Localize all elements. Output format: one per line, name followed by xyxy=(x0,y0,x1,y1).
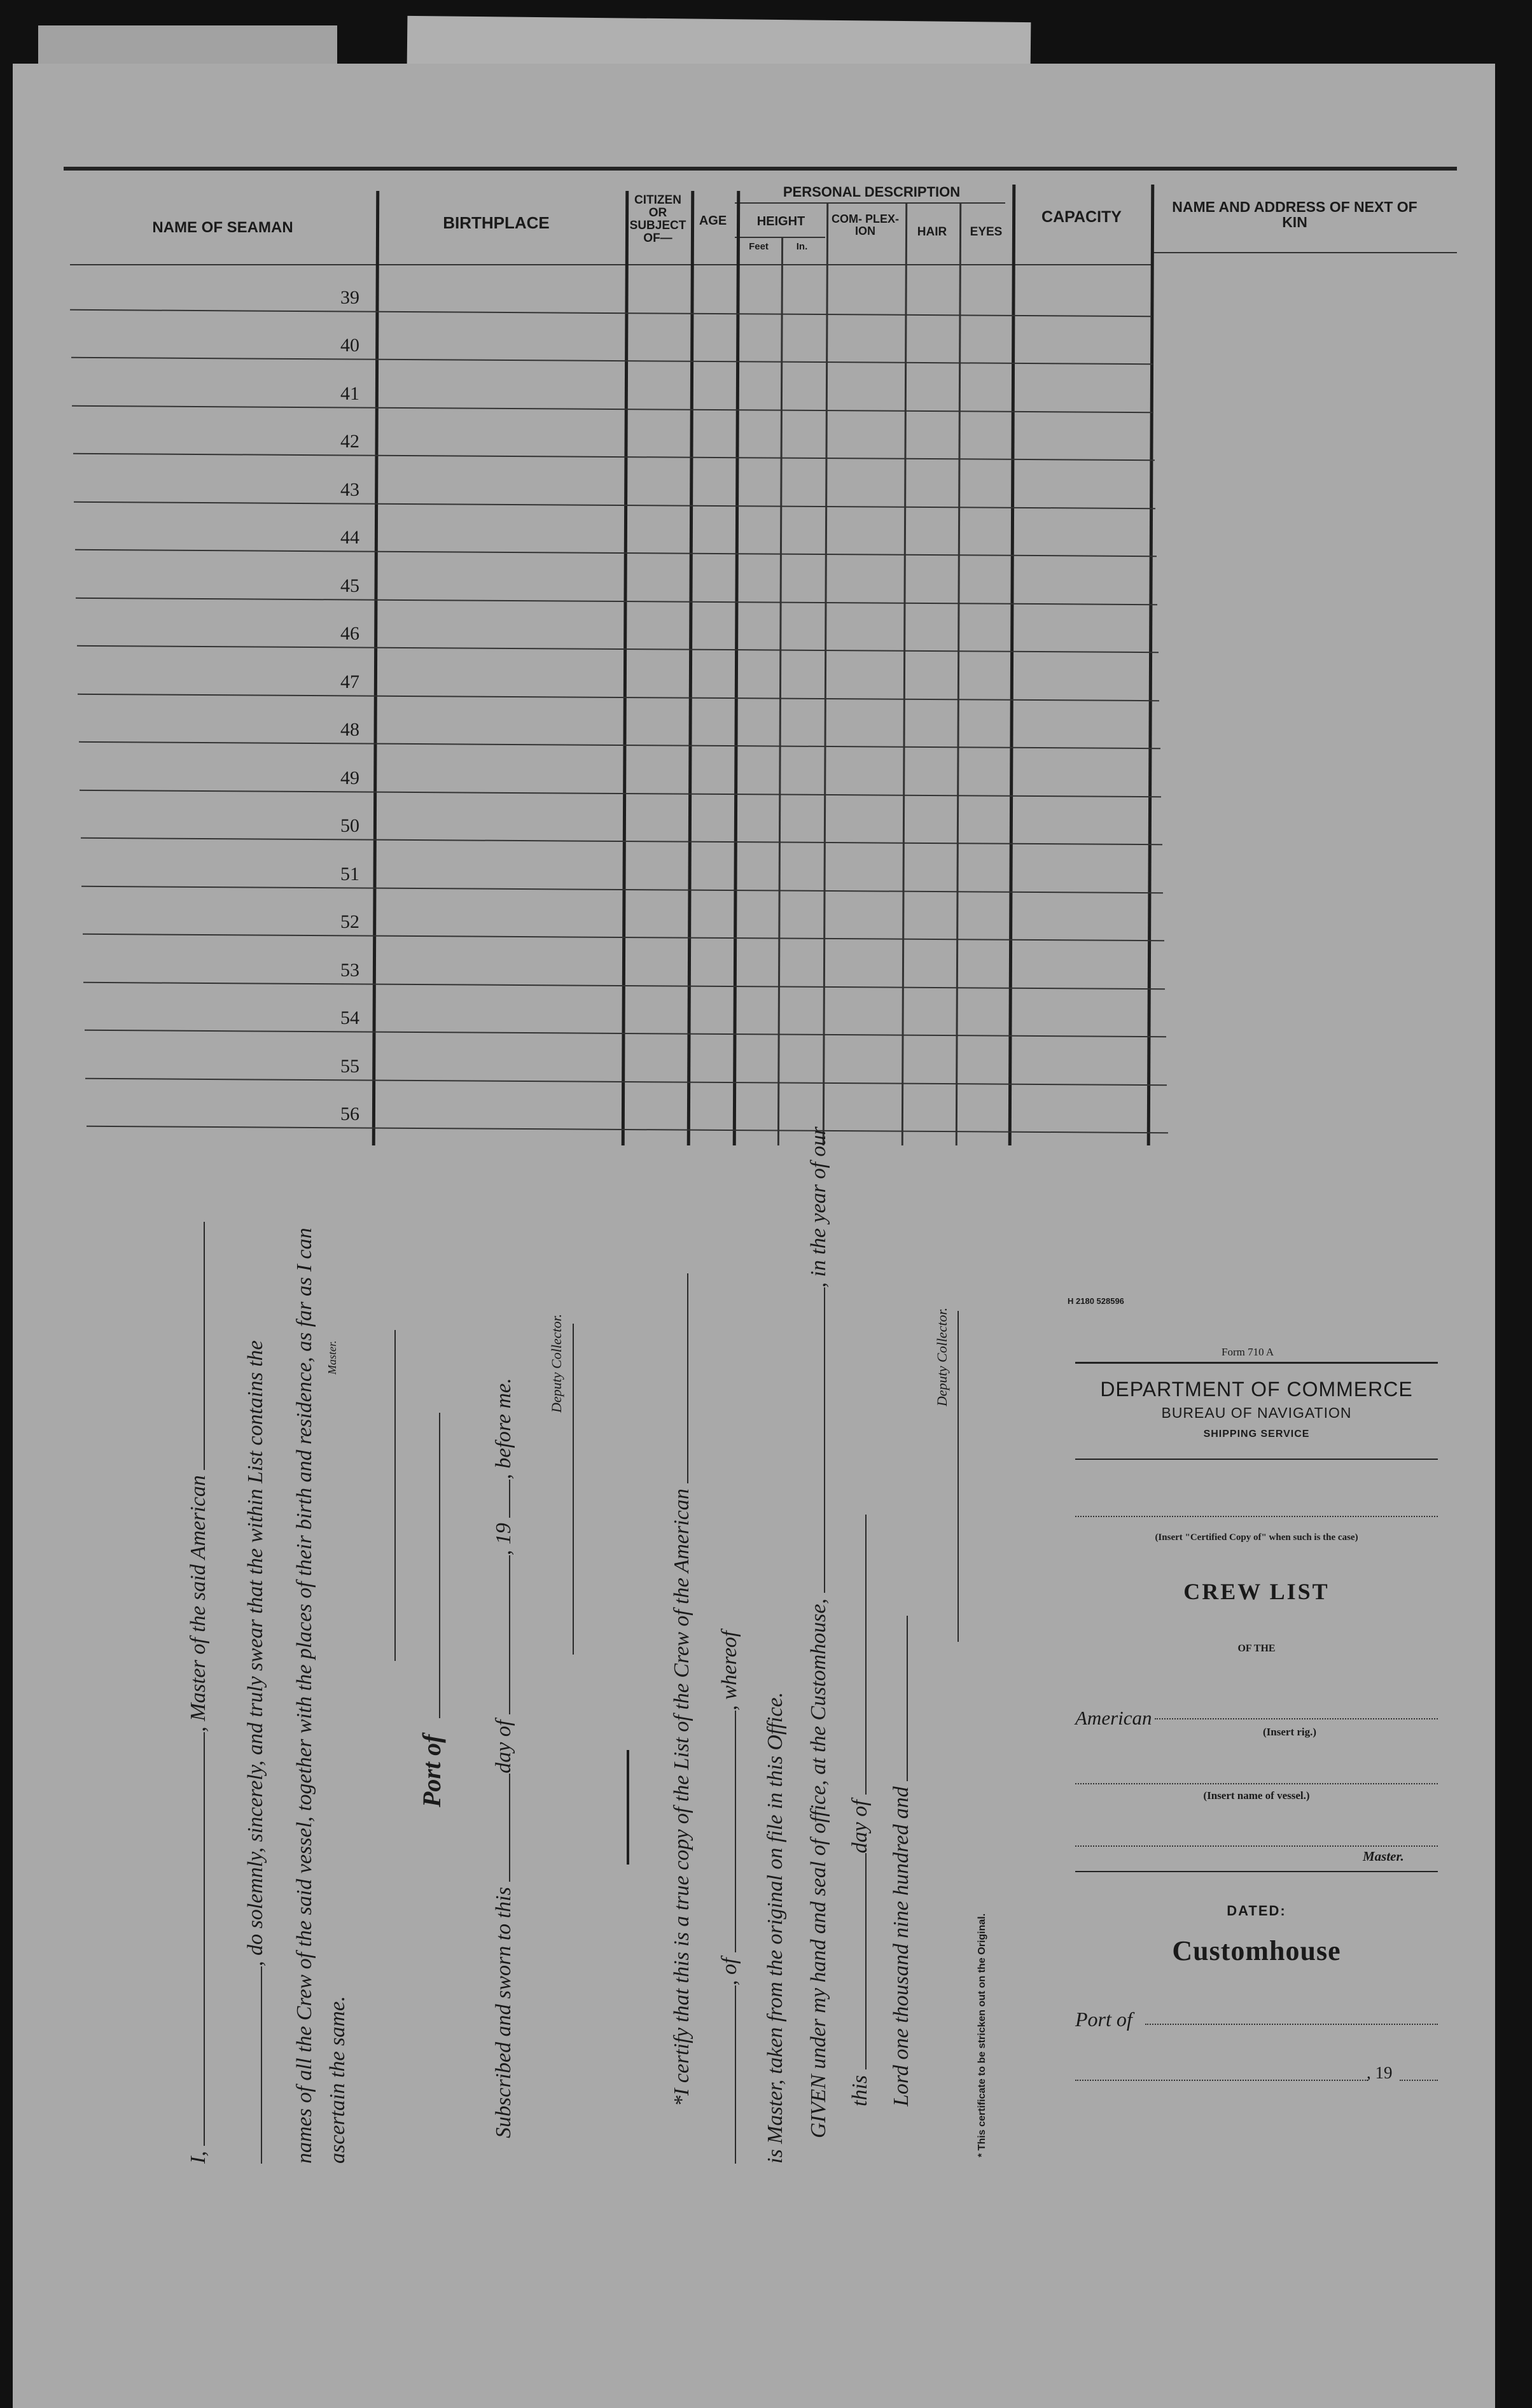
row-number: 43 xyxy=(340,479,359,500)
header-bottom-rule xyxy=(70,264,1152,265)
port-of-label: Port of xyxy=(417,1734,446,1807)
master-oath-section xyxy=(159,1126,1037,2164)
certificate-footnote: * This certificate to be stricken out on the Original. xyxy=(977,1913,987,2157)
oath-line-2 xyxy=(242,1340,268,2164)
customhouse-title: Customhouse xyxy=(1172,1935,1341,1966)
insert-certified-note: (Insert "Certified Copy of" when such is the case) xyxy=(1155,1532,1358,1543)
row-number: 53 xyxy=(340,959,359,981)
table-top-rule xyxy=(64,167,1457,171)
header-age: AGE xyxy=(699,214,727,228)
nineteen-label-cover: , 19 xyxy=(1367,2063,1393,2082)
row-number: 42 xyxy=(340,431,359,452)
subscribed-line xyxy=(490,1378,516,2138)
deputy-collector-label: Deputy Collector. xyxy=(548,1313,564,1413)
vessel-name-blank-cover[interactable] xyxy=(1075,1783,1438,1784)
dated-label: DATED: xyxy=(1227,1903,1286,1919)
next-of-kin-rule xyxy=(1152,252,1457,253)
lord-line xyxy=(888,1616,914,2106)
master-signature-line[interactable] xyxy=(369,1330,396,1661)
row-number: 52 xyxy=(340,911,359,932)
this-day-blank[interactable] xyxy=(846,1853,867,2069)
row-number: 44 xyxy=(340,527,359,548)
row-number: 47 xyxy=(340,671,359,692)
crew-list-title: CREW LIST xyxy=(1183,1579,1330,1604)
row-number: 50 xyxy=(340,815,359,836)
this-month-blank[interactable] xyxy=(846,1515,867,1795)
given-line xyxy=(805,1126,831,2138)
header-inches: In. xyxy=(796,241,808,252)
this-day-line xyxy=(846,1515,872,2106)
row-number: 51 xyxy=(340,863,359,885)
given-customhouse-blank[interactable] xyxy=(805,1287,825,1593)
form-number: Form 710 A xyxy=(1222,1346,1274,1358)
header-height: HEIGHT xyxy=(756,214,805,228)
service-title: SHIPPING SERVICE xyxy=(1203,1429,1310,1439)
master-label-cover: Master. xyxy=(1363,1849,1404,1864)
certified-copy-blank[interactable] xyxy=(1075,1516,1438,1517)
lord-text: Lord one thousand nine hundred and xyxy=(889,1786,913,2106)
row-number: 48 xyxy=(340,719,359,740)
oath-line-1 xyxy=(185,1222,211,2164)
row-number: 46 xyxy=(340,623,359,644)
oath-solemnly: , do solemnly, sincerely, and truly swear that the within List contains the xyxy=(244,1340,267,1966)
vessel-rig-blank[interactable] xyxy=(185,1222,205,1470)
row-number: 39 xyxy=(340,286,359,308)
year-blank-cover[interactable] xyxy=(1400,2080,1438,2081)
nineteen-text: , 19 xyxy=(492,1523,515,1556)
personal-description-rule xyxy=(735,202,1005,204)
certify-vessel-blank[interactable] xyxy=(716,1985,736,2164)
header-eyes: EYES xyxy=(970,225,1003,239)
certify-line xyxy=(668,1273,694,2106)
subscribed-text: Subscribed and sworn to this xyxy=(492,1887,515,2138)
header-birthplace: BIRTHPLACE xyxy=(443,213,550,232)
of-text: , of xyxy=(718,1957,741,1985)
insert-vessel-note: (Insert name of vessel.) xyxy=(1203,1789,1310,1802)
certify-rig-blank[interactable] xyxy=(668,1273,688,1483)
certify-text: *I certify that this is a true copy of the List of the Crew of the American xyxy=(670,1488,693,2106)
bureau-title: BUREAU OF NAVIGATION xyxy=(1161,1404,1352,1421)
whereof-text: , whereof xyxy=(718,1630,741,1711)
year-of-our-text: , in the year of our xyxy=(807,1126,830,1288)
cover-top-rule xyxy=(1075,1362,1438,1364)
row-number: 40 xyxy=(340,335,359,356)
row-number: 49 xyxy=(340,767,359,788)
header-personal-description: PERSONAL DESCRIPTION xyxy=(783,184,961,200)
header-name-of-seaman: NAME OF SEAMAN xyxy=(152,219,293,236)
port-of-blank[interactable] xyxy=(414,1413,440,1718)
date-blank-cover[interactable] xyxy=(1075,2080,1368,2081)
master-signature-label: Master. xyxy=(326,1340,338,1375)
oath-master-of-american: , Master of the said American xyxy=(186,1475,210,1732)
header-hair: HAIR xyxy=(917,225,947,239)
header-feet: Feet xyxy=(749,241,769,252)
master-name-blank-cover[interactable] xyxy=(1075,1845,1438,1847)
row-number: 56 xyxy=(340,1103,359,1124)
department-title: DEPARTMENT OF COMMERCE xyxy=(1100,1378,1413,1401)
given-text: GIVEN under my hand and seal of office, at the Customhouse, xyxy=(807,1598,830,2138)
subscribed-month-blank[interactable] xyxy=(490,1555,510,1714)
subscribed-day-blank[interactable] xyxy=(490,1774,510,1882)
cover-mid-rule xyxy=(1075,1459,1438,1460)
section-separator xyxy=(627,1750,629,1865)
row-number: 55 xyxy=(340,1055,359,1077)
is-master-line: is Master, taken from the original on file in this Office. xyxy=(763,1691,787,2164)
row-number: 54 xyxy=(340,1007,359,1028)
lord-year-blank[interactable] xyxy=(888,1616,908,1781)
row-number: 45 xyxy=(340,575,359,596)
american-label: American xyxy=(1075,1707,1152,1729)
certify-line-2 xyxy=(716,1631,742,2164)
certify-port-blank[interactable] xyxy=(716,1711,736,1952)
vessel-name-blank[interactable] xyxy=(242,1966,262,2164)
height-subrule xyxy=(735,237,825,238)
row-number: 41 xyxy=(340,382,359,404)
port-blank-cover[interactable] xyxy=(1145,2024,1438,2025)
before-me-text: , before me. xyxy=(492,1378,515,1480)
header-capacity: CAPACITY xyxy=(1041,208,1122,226)
deputy-collector-2-label: Deputy Collector. xyxy=(934,1307,950,1406)
oath-i: I, xyxy=(186,2151,210,2164)
this-text: this xyxy=(848,2075,872,2106)
port-of-label-cover: Port of xyxy=(1075,2008,1132,2031)
day-of-text: day of xyxy=(492,1719,515,1774)
header-next-of-kin: NAME AND ADDRESS OF NEXT OF KIN xyxy=(1172,199,1417,231)
day-of-2-text: day of xyxy=(848,1800,872,1854)
print-code: H 2180 528596 xyxy=(1068,1296,1124,1306)
header-complexion: COM- PLEX- ION xyxy=(832,213,899,237)
subscribed-year-blank[interactable] xyxy=(490,1480,510,1518)
master-name-blank[interactable] xyxy=(185,1732,205,2146)
oath-line-4: ascertain the same. xyxy=(326,1996,349,2164)
oath-line-3: names of all the Crew of the said vessel, together with the places of their birth and residence, as far as I can xyxy=(293,1228,316,2164)
of-the-label: OF THE xyxy=(1237,1643,1276,1654)
cover-lower-rule xyxy=(1075,1871,1438,1872)
rig-blank[interactable] xyxy=(1155,1718,1438,1719)
insert-rig-note: (Insert rig.) xyxy=(1263,1726,1317,1738)
header-citizen: CITIZEN OR SUBJECT OF— xyxy=(629,193,686,245)
